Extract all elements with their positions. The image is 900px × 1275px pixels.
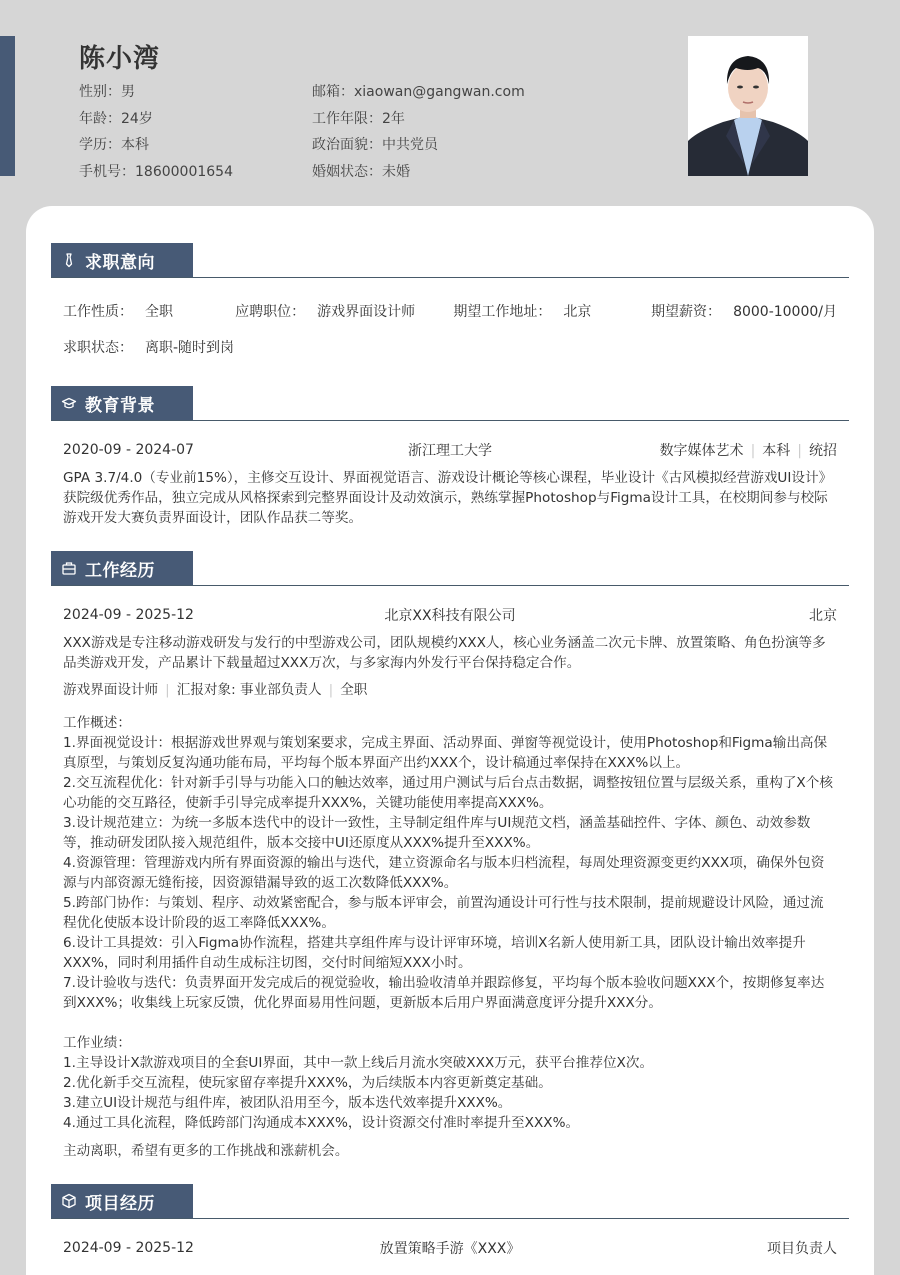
work-city: 北京 [809,608,837,624]
company-description: XXX游戏是专注移动游戏研发与发行的中型游戏公司，团队规模约XXX人，核心业务涵盖二次元卡牌、放置策略、角色扮演等多品类游戏开发，产品累计下载量超过XXX万次，与多家海内外发行平台保持稳定合作。 [63,635,826,671]
work-role-line: 游戏界面设计师 | 汇报对象: 事业部负责人 | 全职 [63,682,368,698]
section-title: 工作经历 [85,560,155,581]
info-marital: 婚姻状态：未婚 [312,163,410,180]
section-education [51,386,849,528]
briefcase-icon [61,560,77,576]
work-company: 北京XX科技有限公司 [384,608,516,624]
project-row [51,1237,849,1259]
portrait-illustration [688,36,808,176]
overview-item: 6.设计工具提效：引入Figma协作流程，搭建共享组件库与设计评审环境，培训X名新人使用新工具，团队设计输出效率提升XXX%，同时利用插件自动生成标注切图，交付时间缩短XXX小时。 [63,935,806,971]
overview-item: 3.设计规范建立：为统一多版本迭代中的设计一致性，主导制定组件库与UI规范文档，涵盖基础控件、字体、颜色、动效参数等，推动研发团队接入规范组件，版本交接中UI还原度从XXX%提升至XXX%。 [63,815,811,851]
resume-header [0,0,900,206]
education-school: 浙江理工大学 [408,443,492,459]
work-overview: 工作概述： 1.界面视觉设计：根据游戏世界观与策划案要求，完成主界面、活动界面、弹窗等视觉设计，使用Photoshop和Figma输出高保真原型，与策划反复沟通功能布局，平均每个版本界面产出约XXX个，设计稿通过率保持在XXX%以上。 2.交互流程优化：针对新手引导与功能入口的触达效率，通过用户测试与后台点击数据，调整按钮位置与层级关系，重构了X个核心功能的交互路径，使新手引导完成率提升XXX%，关键功能使用率提高XXX%。 3.设计规范建立：为统一多版本迭代中的设计一致性，主导制定组件库与UI规范文档，涵盖基础控件、字体、颜色、动效参数等，推动研发团队接入规范组件，版本交接中UI还原度从XXX%提升至XXX%。 4.资源管理：管理游戏内所有界面资源的输出与迭代，建立资源命名与版本归档流程，每周处理资源变更约XXX项，确保外包资源与内部资源无缝衔接，因资源错漏导致的返工次数降低XXX%。 5.跨部门协作：与策划、程序、动效紧密配合，参与版本评审会，前置沟通设计可行性与技术限制，提前规避设计风险，通过流程优化使版本设计阶段的返工率降低XXX%。 6.设计工具提效：引入Figma协作流程，搭建共享组件库与设计评审环境，培训X名新人使用新工具，团队设计输出效率提升XXX%，同时利用插件自动生成标注切图，交付时间缩短XXX小时。 7.设计验收与迭代：负责界面开发完成后的视觉验收，输出验收清单并跟踪修复，平均每个版本验收问题XXX个，按期修复率达到XXX%；收集线上玩家反馈，优化界面易用性问题，更新版本后用户界面满意度评分提升XXX分。 [51,713,849,1013]
project-period: 2024-09 - 2025-12 [63,1240,194,1256]
info-phone: 手机号：18600001654 [79,163,233,180]
basic-info-right [312,80,525,186]
basic-info-left [79,80,233,186]
info-education: 学历：本科 [79,137,149,153]
section-tab [51,551,193,585]
resume-card [26,206,874,1275]
education-row [51,439,849,461]
education-meta: 数字媒体艺术 | 本科 | 统招 [659,443,837,459]
work-row [51,604,849,626]
achievement-item: 1.主导设计X款游戏项目的全套UI界面，其中一款上线后月流水突破XXX万元，获平台推荐位X次。 [63,1055,654,1071]
leave-reason: 主动离职，希望有更多的工作挑战和涨薪机会。 [63,1143,349,1159]
overview-item: 1.界面视觉设计：根据游戏世界观与策划案要求，完成主界面、活动界面、弹窗等视觉设计，使用Photoshop和Figma输出高保真原型，与策划反复沟通功能布局，平均每个版本界面产出约XXX个，设计稿通过率保持在XXX%以上。 [63,735,828,771]
section-title: 项目经历 [85,1193,155,1214]
achievement-item: 3.建立UI设计规范与组件库，被团队沿用至今，版本迭代效率提升XXX%。 [63,1095,512,1111]
intent-status: 求职状态： 离职-随时到岗 [63,340,235,356]
project-role: 项目负责人 [767,1241,837,1257]
overview-item: 5.跨部门协作：与策划、程序、动效紧密配合，参与版本评审会，前置沟通设计可行性与技术限制，提前规避设计风险，通过流程优化使版本设计阶段的返工率降低XXX%。 [63,895,824,931]
info-work-years: 工作年限：2年 [312,110,405,127]
section-work [51,551,849,1161]
overview-item: 7.设计验收与迭代：负责界面开发完成后的视觉验收，输出验收清单并跟踪修复，平均每个版本验收问题XXX个，按期修复率达到XXX%；收集线上玩家反馈，优化界面易用性问题，更新版本后用户界面满意度评分提升XXX分。 [63,975,825,1011]
section-tab [51,1184,193,1218]
intent-line-1 [63,293,837,329]
section-title: 教育背景 [85,395,155,416]
section-header [51,1184,849,1219]
section-header [51,243,849,278]
section-title: 求职意向 [85,252,155,273]
intent-work-type: 工作性质： 全职 [63,304,173,320]
intent-line-2 [63,329,837,365]
info-age: 年龄：24岁 [79,110,153,127]
section-header [51,386,849,421]
accent-bar [0,36,15,176]
tie-icon [61,252,77,268]
graduation-cap-icon [61,395,77,411]
profile-photo [688,36,808,176]
intent-location: 期望工作地址： 北京 [453,304,592,320]
intent-position: 应聘职位： 游戏界面设计师 [235,304,416,320]
section-project [51,1184,849,1259]
education-description: GPA 3.7/4.0（专业前15%），主修交互设计、界面视觉语言、游戏设计概论等核心课程，毕业设计《古风模拟经营游戏UI设计》获院级优秀作品，独立完成从风格探索到完整界面设计及动效演示，熟练掌握Photoshop与Figma设计工具，在校期间参与校际游戏开发大赛负责界面设计，团队作品获二等奖。 [63,470,833,526]
overview-item: 2.交互流程优化：针对新手引导与功能入口的触达效率，通过用户测试与后台点击数据，调整按钮位置与层级关系，重构了X个核心功能的交互路径，使新手引导完成率提升XXX%，关键功能使用率提高XXX%。 [63,775,833,811]
info-political: 政治面貌：中共党员 [312,137,438,153]
candidate-name: 陈小湾 [79,44,161,74]
project-name: 放置策略手游《XXX》 [379,1241,521,1257]
education-period: 2020-09 - 2024-07 [63,442,194,458]
achievement-item: 4.通过工具化流程，降低跨部门沟通成本XXX%，设计资源交付准时率提升至XXX%。 [63,1115,580,1131]
work-period: 2024-09 - 2025-12 [63,607,194,623]
section-tab [51,386,193,420]
overview-item: 4.资源管理：管理游戏内所有界面资源的输出与迭代，建立资源命名与版本归档流程，每周处理资源变更约XXX项，确保外包资源与内部资源无缝衔接，因资源错漏导致的返工次数降低XXX%。 [63,855,825,891]
intent-details [51,293,849,365]
achievement-item: 2.优化新手交互流程，使玩家留存率提升XXX%，为后续版本内容更新奠定基础。 [63,1075,552,1091]
cube-icon [61,1193,77,1209]
section-tab [51,243,193,277]
info-gender: 性别：男 [79,84,135,100]
section-header [51,551,849,586]
intent-salary: 期望薪资： 8000-10000/月 [651,304,837,320]
info-email: 邮箱：xiaowan@gangwan.com [312,84,525,100]
section-job-intent [51,243,849,365]
work-achievements: 工作业绩： 1.主导设计X款游戏项目的全套UI界面，其中一款上线后月流水突破XXX万元，获平台推荐位X次。 2.优化新手交互流程，使玩家留存率提升XXX%，为后续版本内容更新奠定基础。 3.建立UI设计规范与组件库，被团队沿用至今，版本迭代效率提升XXX%。 4.通过工具化流程，降低跨部门沟通成本XXX%，设计资源交付准时率提升至XXX%。 [51,1033,849,1133]
